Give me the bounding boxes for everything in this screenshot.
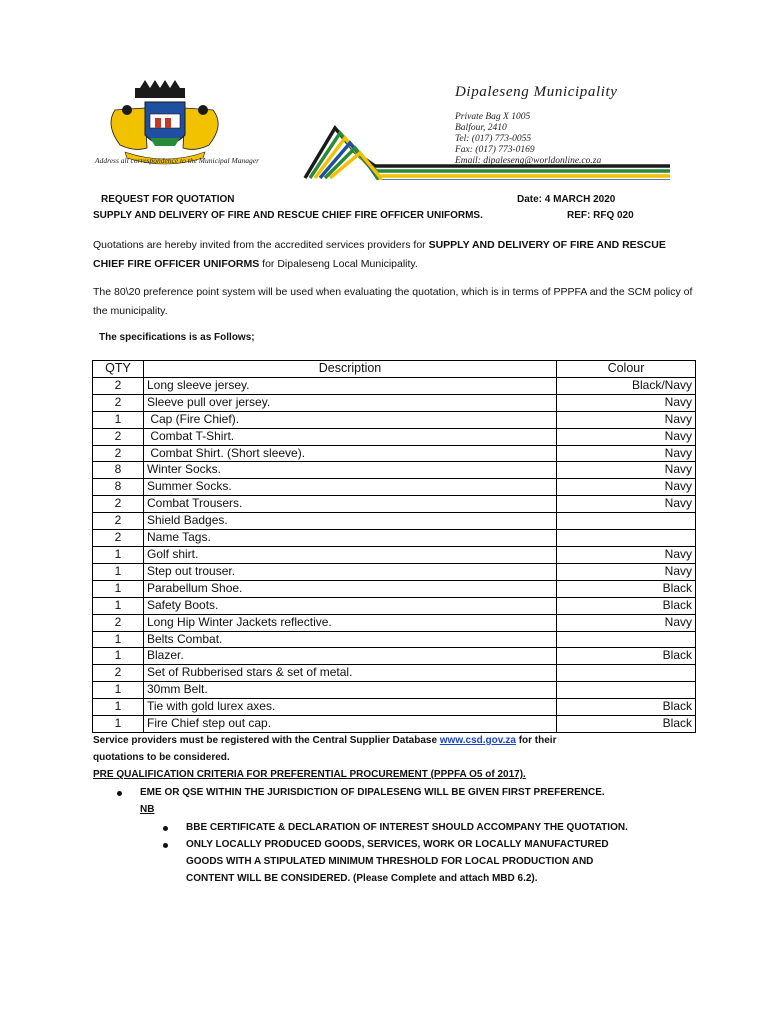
description-cell: Long sleeve jersey.: [144, 377, 557, 394]
intro-text: Quotations are hereby invited from the accredited services providers for: [93, 239, 429, 251]
colour-cell: Navy: [557, 614, 696, 631]
address-line: Balfour, 2410: [455, 123, 507, 133]
description-cell: Cap (Fire Chief).: [144, 411, 557, 428]
description-cell: Safety Boots.: [144, 597, 557, 614]
table-row: [93, 682, 696, 699]
colour-cell: Black/Navy: [557, 377, 696, 394]
bullet-icon: [163, 843, 168, 848]
colour-cell: Navy: [557, 428, 696, 445]
nb-label: NB: [140, 804, 155, 815]
colour-cell: Black: [557, 580, 696, 597]
column-header-description: Description: [144, 361, 557, 378]
colour-cell: Navy: [557, 445, 696, 462]
description-cell: Combat T-Shirt.: [144, 428, 557, 445]
qty-cell: 2: [93, 394, 144, 411]
table-row: [93, 479, 696, 496]
prequalification-heading: PRE QUALIFICATION CRITERIA FOR PREFERENTIAL PROCUREMENT (PPPFA O5 of 2017).: [93, 769, 526, 780]
qty-cell: 1: [93, 597, 144, 614]
municipality-name: Dipaleseng Municipality: [455, 84, 618, 100]
table-row: [93, 716, 696, 733]
fax-line: Fax: (017) 773-0169: [455, 145, 535, 155]
table-row: [93, 496, 696, 513]
description-cell: Combat Shirt. (Short sleeve).: [144, 445, 557, 462]
qty-cell: 2: [93, 513, 144, 530]
preference-paragraph: The 80\20 preference point system will be used when evaluating the quotation, which is in terms of PPPFA and the SCM policy of the municipality.: [93, 286, 693, 317]
description-cell: Name Tags.: [144, 530, 557, 547]
table-row: [93, 530, 696, 547]
document-reference: REF: RFQ 020: [567, 210, 634, 221]
bullet-eme-qse: EME OR QSE WITHIN THE JURISDICTION OF DIPALESENG WILL BE GIVEN FIRST PREFERENCE.: [140, 787, 605, 798]
table-row: [93, 445, 696, 462]
qty-cell: 1: [93, 631, 144, 648]
colour-cell: Black: [557, 716, 696, 733]
qty-cell: 1: [93, 648, 144, 665]
csd-requirement-line2: quotations to be considered.: [93, 752, 230, 763]
items-table: [92, 360, 696, 733]
description-cell: Winter Socks.: [144, 462, 557, 479]
colour-cell: Black: [557, 648, 696, 665]
column-header-colour: Colour: [557, 361, 696, 378]
description-cell: Shield Badges.: [144, 513, 557, 530]
table-row: [93, 631, 696, 648]
description-cell: Set of Rubberised stars & set of metal.: [144, 665, 557, 682]
address-line: Private Bag X 1005: [455, 112, 531, 122]
bullet-icon: [163, 826, 168, 831]
description-cell: Parabellum Shoe.: [144, 580, 557, 597]
description-cell: Long Hip Winter Jackets reflective.: [144, 614, 557, 631]
sub-bullet-local-goods-cont: GOODS WITH A STIPULATED MINIMUM THRESHOLD FOR LOCAL PRODUCTION AND: [186, 856, 594, 867]
colour-cell: Navy: [557, 411, 696, 428]
colour-cell: Navy: [557, 546, 696, 563]
qty-cell: 2: [93, 496, 144, 513]
qty-cell: 8: [93, 479, 144, 496]
description-cell: Golf shirt.: [144, 546, 557, 563]
csd-requirement: [93, 735, 556, 746]
table-row: [93, 462, 696, 479]
sub-bullet-local-goods-end: CONTENT WILL BE CONSIDERED. (Please Complete and attach MBD 6.2).: [186, 873, 538, 884]
crest-caption: Address all correspondence to the Municipal Manager: [95, 156, 259, 165]
qty-cell: 1: [93, 716, 144, 733]
table-row: [93, 665, 696, 682]
description-cell: Sleeve pull over jersey.: [144, 394, 557, 411]
colour-cell: [557, 665, 696, 682]
document-title: REQUEST FOR QUOTATION: [101, 194, 235, 205]
colour-cell: [557, 682, 696, 699]
colour-cell: Navy: [557, 462, 696, 479]
intro-text-end: for Dipaleseng Local Municipality.: [259, 257, 418, 270]
table-row: [93, 428, 696, 445]
description-cell: Blazer.: [144, 648, 557, 665]
csd-text-end: for their: [515, 735, 557, 746]
table-row: [93, 597, 696, 614]
description-cell: Summer Socks.: [144, 479, 557, 496]
intro-paragraph: [93, 236, 693, 273]
table-row: [93, 394, 696, 411]
table-row: [93, 546, 696, 563]
colour-cell: Navy: [557, 394, 696, 411]
specifications-heading: The specifications is as Follows;: [99, 332, 255, 343]
description-cell: Belts Combat.: [144, 631, 557, 648]
table-row: [93, 580, 696, 597]
qty-cell: 1: [93, 411, 144, 428]
colour-cell: [557, 530, 696, 547]
colour-cell: Navy: [557, 563, 696, 580]
table-row: [93, 563, 696, 580]
colour-cell: Navy: [557, 496, 696, 513]
email-line: Email: dipaleseng@worldonline.co.za: [455, 156, 602, 166]
intro-bold-text: SUPPLY AND DELIVERY OF FIRE AND RESCUE CHIEF FIRE OFFICER UNIFORMS: [93, 239, 666, 270]
description-cell: Combat Trousers.: [144, 496, 557, 513]
table-row: [93, 377, 696, 394]
document-subject: SUPPLY AND DELIVERY OF FIRE AND RESCUE CHIEF FIRE OFFICER UNIFORMS.: [93, 210, 483, 221]
colour-cell: Black: [557, 597, 696, 614]
table-row: [93, 513, 696, 530]
qty-cell: 1: [93, 580, 144, 597]
qty-cell: 1: [93, 699, 144, 716]
table-row: [93, 614, 696, 631]
phone-line: Tel: (017) 773-0055: [455, 134, 532, 144]
description-cell: Tie with gold lurex axes.: [144, 699, 557, 716]
qty-cell: 8: [93, 462, 144, 479]
qty-cell: 2: [93, 614, 144, 631]
table-row: [93, 699, 696, 716]
qty-cell: 1: [93, 682, 144, 699]
qty-cell: 2: [93, 445, 144, 462]
sub-bullet-bbe-certificate: BBE CERTIFICATE & DECLARATION OF INTEREST SHOULD ACCOMPANY THE QUOTATION.: [186, 822, 628, 833]
table-row: [93, 411, 696, 428]
sub-bullet-local-goods: ONLY LOCALLY PRODUCED GOODS, SERVICES, WORK OR LOCALLY MANUFACTURED: [186, 839, 609, 850]
column-header-qty: QTY: [93, 361, 144, 378]
table-header-row: [93, 361, 696, 378]
qty-cell: 2: [93, 428, 144, 445]
colour-cell: [557, 513, 696, 530]
csd-link[interactable]: www.csd.gov.za: [439, 735, 516, 746]
colour-cell: Black: [557, 699, 696, 716]
bullet-icon: [117, 791, 122, 796]
qty-cell: 2: [93, 530, 144, 547]
qty-cell: 1: [93, 563, 144, 580]
qty-cell: 2: [93, 377, 144, 394]
colour-cell: Navy: [557, 479, 696, 496]
document-date: Date: 4 MARCH 2020: [517, 194, 616, 205]
items-table-body: [93, 377, 696, 732]
colour-cell: [557, 631, 696, 648]
csd-text: Service providers must be registered with the Central Supplier Database: [93, 735, 440, 746]
description-cell: 30mm Belt.: [144, 682, 557, 699]
description-cell: Fire Chief step out cap.: [144, 716, 557, 733]
description-cell: Step out trouser.: [144, 563, 557, 580]
qty-cell: 1: [93, 546, 144, 563]
qty-cell: 2: [93, 665, 144, 682]
table-row: [93, 648, 696, 665]
